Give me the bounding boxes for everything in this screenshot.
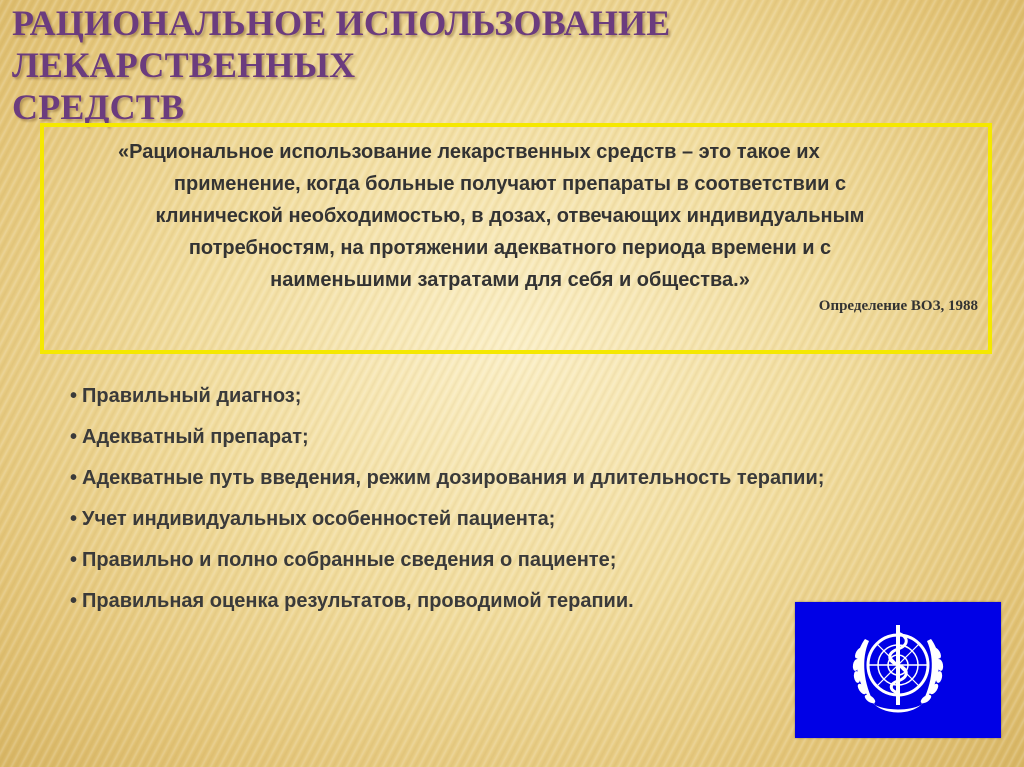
slide-title — [12, 2, 1012, 128]
bullet-marker: • — [70, 467, 78, 489]
who-flag-image — [795, 602, 1001, 738]
quote-source: Определение ВОЗ, 1988 — [818, 298, 978, 314]
bullet-marker: • — [70, 426, 78, 448]
list-item — [70, 546, 860, 575]
list-item-text: Правильная оценка результатов, проводимой терапии. — [82, 590, 634, 612]
quote-line: «Рациональное использование лекарственных средств – это такое их — [118, 141, 820, 163]
list-item — [70, 464, 860, 493]
list-item — [70, 382, 860, 411]
slide-title-line-2: СРЕДСТВ — [12, 87, 185, 127]
bullet-marker: • — [70, 385, 78, 407]
who-definition-quote — [70, 136, 950, 296]
list-item-text: Правильный диагноз; — [82, 385, 302, 407]
bullet-marker: • — [70, 508, 78, 530]
quote-line: клинической необходимостью, в дозах, отвечающих индивидуальным — [155, 205, 865, 227]
bullet-marker: • — [70, 549, 78, 571]
list-item — [70, 505, 860, 534]
list-item-text: Адекватный препарат; — [82, 426, 309, 448]
list-item — [70, 587, 860, 616]
bullet-marker: • — [70, 590, 78, 612]
who-emblem-icon — [845, 619, 951, 721]
quote-line: применение, когда больные получают препараты в соответствии с — [173, 173, 847, 195]
list-item — [70, 423, 860, 452]
quote-line: наименьшими затратами для себя и общества.» — [270, 269, 750, 291]
list-item-text: Правильно и полно собранные сведения о пациенте; — [82, 549, 617, 571]
list-item-text: Учет индивидуальных особенностей пациента; — [82, 508, 556, 530]
criteria-list — [70, 382, 860, 628]
slide-title-line-1: РАЦИОНАЛЬНОЕ ИСПОЛЬЗОВАНИЕ ЛЕКАРСТВЕННЫХ — [12, 3, 671, 85]
quote-line: потребностям, на протяжении адекватного периода времени и с — [188, 237, 832, 259]
list-item-text: Адекватные путь введения, режим дозирования и длительность терапии; — [82, 467, 825, 489]
